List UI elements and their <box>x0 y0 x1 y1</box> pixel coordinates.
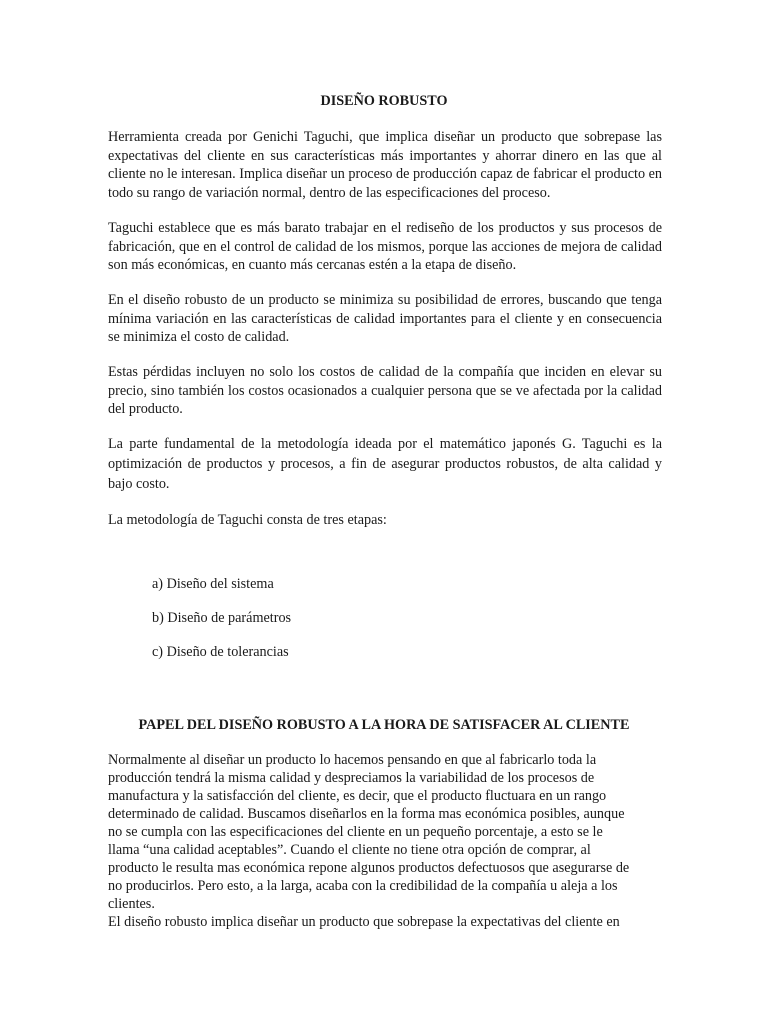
section-heading: PAPEL DEL DISEÑO ROBUSTO A LA HORA DE SATISFACER AL CLIENTE <box>138 717 630 733</box>
section-line: clientes. <box>108 896 155 912</box>
paragraph-minimize-errors: En el diseño robusto de un producto se minimiza su posibilidad de errores, buscando que tenga mínima variación en las características de calidad importantes para el cliente y en consecuencia se minimiza el costo de calidad. <box>108 292 662 346</box>
section-line: manufactura y la satisfacción del cliente, es decir, que el producto fluctuara en un rango <box>108 788 607 804</box>
section-line: Normalmente al diseñar un producto lo hacemos pensando en que al fabricarlo toda la <box>108 752 597 768</box>
section-line: producto le resulta mas económica repone algunos productos defectuosos que asegurarse de <box>108 860 630 876</box>
section-line: no se cumpla con las especificaciones del cliente en un pequeño porcentaje, a esto se le <box>108 824 603 840</box>
list-item-parameter-design: b) Diseño de parámetros <box>152 610 292 626</box>
paragraph-taguchi-intro: Herramienta creada por Genichi Taguchi, que implica diseñar un producto que sobrepase las expectativas del cliente en sus características más importantes y ahorrar dinero en las que al cliente no le interesan. Implica diseñar un proceso de producción capaz de fabricar el producto en todo su rango de variación normal, dentro de las especificaciones del proceso. <box>108 129 662 201</box>
section-line: no producirlos. Pero esto, a la larga, acaba con la credibilidad de la compañía u aleja a los <box>108 878 618 894</box>
section-line: llama “una calidad aceptables”. Cuando el cliente no tiene otra opción de comprar, al <box>108 842 591 858</box>
section-line: El diseño robusto implica diseñar un producto que sobrepase la expectativas del cliente en <box>108 914 620 930</box>
section-line: producción tendrá la misma calidad y despreciamos la variabilidad de los procesos de <box>108 770 595 786</box>
paragraph-stages-intro: La metodología de Taguchi consta de tres etapas: <box>108 512 387 528</box>
list-item-system-design: a) Diseño del sistema <box>152 576 274 592</box>
paragraph-methodology: La parte fundamental de la metodología ideada por el matemático japonés G. Taguchi es la optimización de productos y procesos, a fin de asegurar productos robustos, de alta calidad y bajo costo. <box>108 436 662 492</box>
paragraph-cost-of-redesign: Taguchi establece que es más barato trabajar en el rediseño de los productos y sus procesos de fabricación, que en el control de calidad de los mismos, porque las acciones de mejora de calidad son más económicas, en cuanto más cercanas estén a la etapa de diseño. <box>108 220 662 274</box>
document-title: DISEÑO ROBUSTO <box>320 93 448 109</box>
paragraph-losses: Estas pérdidas incluyen no solo los costos de calidad de la compañía que inciden en elevar su precio, sino también los costos ocasionados a cualquier persona que se ve afectada por la calidad del producto. <box>108 364 662 418</box>
section-line: determinado de calidad. Buscamos diseñarlos en la forma mas económica posibles, aunque <box>108 806 625 822</box>
list-item-tolerance-design: c) Diseño de tolerancias <box>152 644 289 660</box>
